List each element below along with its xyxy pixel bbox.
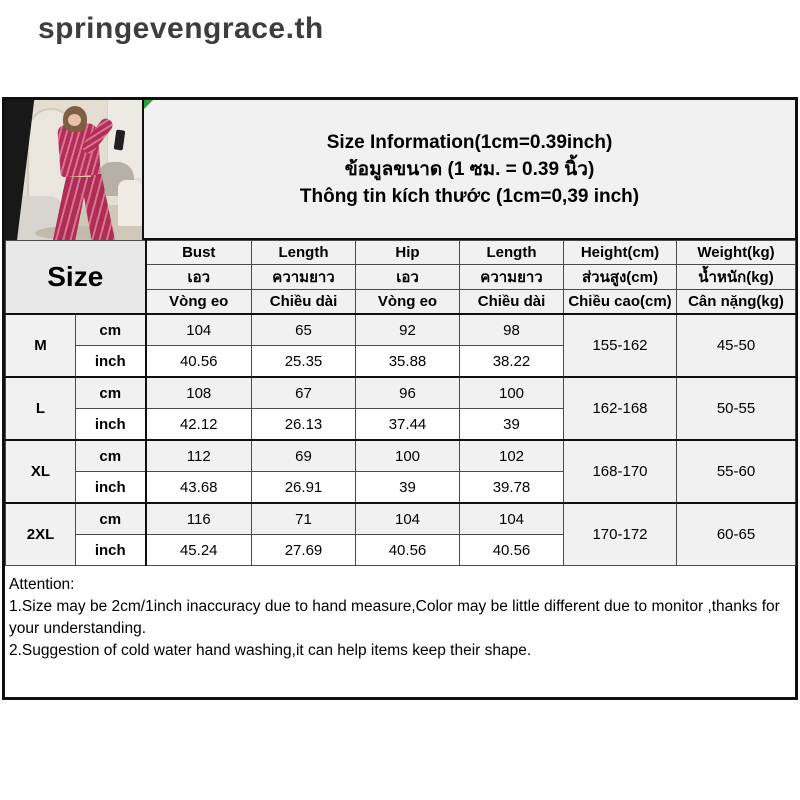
xl-height-range: 168-170 — [564, 440, 677, 503]
l-height-range: 162-168 — [564, 377, 677, 440]
col-header-hip-th: เอว — [356, 265, 460, 290]
m-weight-range: 45-50 — [677, 314, 796, 377]
col-header-height-vi: Chiều cao(cm) — [564, 290, 677, 315]
xl-weight-range: 55-60 — [677, 440, 796, 503]
size-table — [5, 240, 796, 566]
m-height-range: 155-162 — [564, 314, 677, 377]
l-length1-inch: 26.13 — [252, 409, 356, 441]
l-length2-inch: 39 — [460, 409, 564, 441]
m-hip-cm: 92 — [356, 314, 460, 346]
attention-notes — [5, 571, 795, 697]
m-length1-cm: 65 — [252, 314, 356, 346]
size-l: L — [6, 377, 76, 440]
col-header-length2-vi: Chiều dài — [460, 290, 564, 315]
xl-length2-cm: 102 — [460, 440, 564, 472]
attention-note-2: 2.Suggestion of cold water hand washing,it can help items keep their shape. — [9, 642, 532, 659]
2xl-length1-cm: 71 — [252, 503, 356, 535]
title-english: Size Information(1cm=0.39inch) — [326, 131, 613, 153]
col-header-bust-th: เอว — [146, 265, 252, 290]
col-header-height: Height(cm) — [564, 241, 677, 265]
col-header-hip: Hip — [356, 241, 460, 265]
xl-length2-inch: 39.78 — [460, 472, 564, 504]
m-length1-inch: 25.35 — [252, 346, 356, 378]
unit-cm: cm — [76, 503, 146, 535]
m-bust-cm: 104 — [146, 314, 252, 346]
col-header-length1: Length — [252, 241, 356, 265]
top-band — [5, 100, 795, 240]
unit-inch: inch — [76, 535, 146, 566]
unit-inch: inch — [76, 409, 146, 441]
size-header-cell: Size — [6, 241, 146, 315]
size-m: M — [6, 314, 76, 377]
l-weight-range: 50-55 — [677, 377, 796, 440]
xl-bust-cm: 112 — [146, 440, 252, 472]
xl-bust-inch: 43.68 — [146, 472, 252, 504]
col-header-length2: Length — [460, 241, 564, 265]
table-row-2xl-cm — [6, 503, 796, 535]
store-watermark: springevengrace.th — [38, 12, 324, 45]
unit-inch: inch — [76, 472, 146, 504]
table-row-m-cm — [6, 314, 796, 346]
size-2xl: 2XL — [6, 503, 76, 566]
col-header-bust: Bust — [146, 241, 252, 265]
m-length2-inch: 38.22 — [460, 346, 564, 378]
col-header-hip-vi: Vòng eo — [356, 290, 460, 315]
photo-model-face — [68, 114, 81, 126]
unit-cm: cm — [76, 314, 146, 346]
l-bust-inch: 42.12 — [146, 409, 252, 441]
attention-note-1: 1.Size may be 2cm/1inch inaccuracy due to hand measure,Color may be little different due to monitor ,thanks for your understanding. — [9, 598, 780, 637]
table-row-l-cm — [6, 377, 796, 409]
l-length2-cm: 100 — [460, 377, 564, 409]
2xl-height-range: 170-172 — [564, 503, 677, 566]
col-header-length2-th: ความยาว — [460, 265, 564, 290]
unit-cm: cm — [76, 377, 146, 409]
col-header-length1-vi: Chiều dài — [252, 290, 356, 315]
product-photo — [5, 100, 144, 240]
size-info-title — [144, 100, 795, 240]
xl-hip-inch: 39 — [356, 472, 460, 504]
l-hip-cm: 96 — [356, 377, 460, 409]
m-bust-inch: 40.56 — [146, 346, 252, 378]
green-corner-marker — [144, 100, 153, 109]
photo-cat-tree — [118, 180, 142, 226]
l-length1-cm: 67 — [252, 377, 356, 409]
m-hip-inch: 35.88 — [356, 346, 460, 378]
col-header-length1-th: ความยาว — [252, 265, 356, 290]
m-length2-cm: 98 — [460, 314, 564, 346]
col-header-weight: Weight(kg) — [677, 241, 796, 265]
title-vietnamese: Thông tin kích thước (1cm=0,39 inch) — [299, 185, 640, 207]
title-thai: ข้อมูลขนาด (1 ซม. = 0.39 นิ้ว) — [344, 158, 595, 180]
unit-cm: cm — [76, 440, 146, 472]
col-header-weight-vi: Cân nặng(kg) — [677, 290, 796, 315]
2xl-length2-inch: 40.56 — [460, 535, 564, 566]
2xl-hip-cm: 104 — [356, 503, 460, 535]
2xl-weight-range: 60-65 — [677, 503, 796, 566]
size-xl: XL — [6, 440, 76, 503]
col-header-weight-th: น้ำหนัก(kg) — [677, 265, 796, 290]
2xl-hip-inch: 40.56 — [356, 535, 460, 566]
col-header-bust-vi: Vòng eo — [146, 290, 252, 315]
attention-heading: Attention: — [9, 576, 75, 593]
2xl-length1-inch: 27.69 — [252, 535, 356, 566]
header-row-en — [6, 241, 796, 265]
xl-length1-cm: 69 — [252, 440, 356, 472]
l-hip-inch: 37.44 — [356, 409, 460, 441]
size-chart-sheet — [2, 97, 798, 700]
2xl-bust-inch: 45.24 — [146, 535, 252, 566]
2xl-length2-cm: 104 — [460, 503, 564, 535]
l-bust-cm: 108 — [146, 377, 252, 409]
xl-hip-cm: 100 — [356, 440, 460, 472]
xl-length1-inch: 26.91 — [252, 472, 356, 504]
col-header-height-th: ส่วนสูง(cm) — [564, 265, 677, 290]
table-row-xl-cm — [6, 440, 796, 472]
2xl-bust-cm: 116 — [146, 503, 252, 535]
unit-inch: inch — [76, 346, 146, 378]
